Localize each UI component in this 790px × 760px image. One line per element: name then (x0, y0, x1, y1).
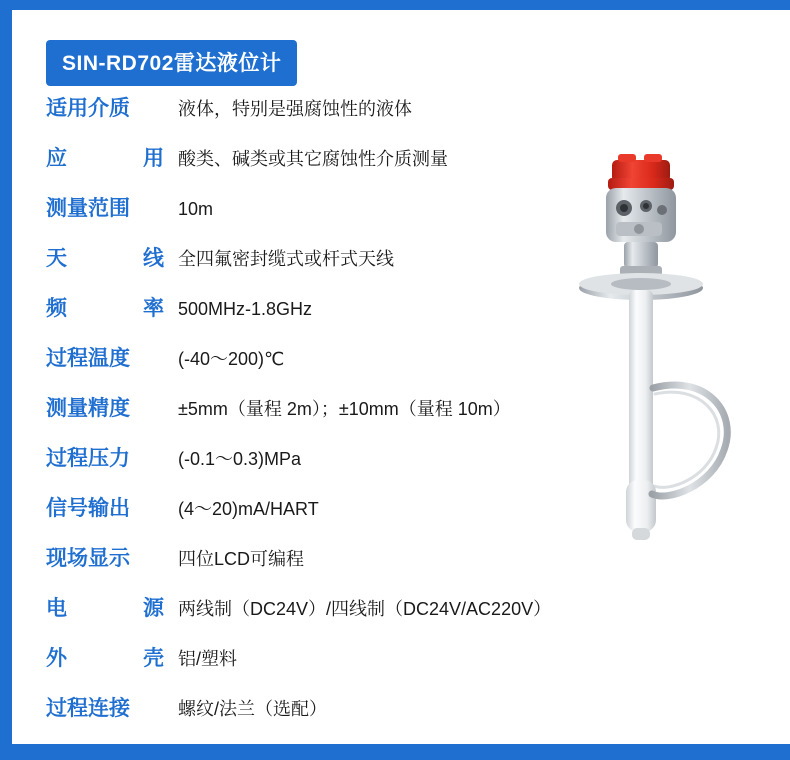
spec-value-medium: 液体，特别是强腐蚀性的液体 (178, 99, 412, 119)
spec-value-application: 酸类、碱类或其它腐蚀性介质测量 (178, 149, 448, 169)
spec-row (46, 242, 606, 292)
spec-row (46, 492, 606, 542)
spec-label-power-supply: 电源 (46, 597, 164, 620)
page-title: SIN-RD702雷达液位计 (46, 40, 297, 86)
spec-label-frequency: 频率 (46, 297, 164, 320)
spec-table (46, 92, 606, 742)
spec-row (46, 192, 606, 242)
spec-label-process-temperature: 过程温度 (46, 347, 130, 370)
spec-row (46, 692, 606, 742)
spec-label-process-pressure: 过程压力 (46, 447, 130, 470)
spec-value-frequency: 500MHz-1.8GHz (178, 299, 313, 319)
spec-value-process-pressure: (-0.1～0.3)MPa (178, 449, 302, 469)
spec-label-range: 测量范围 (46, 197, 130, 220)
spec-label-antenna: 天线 (46, 247, 164, 270)
spec-row (46, 342, 606, 392)
spec-row (46, 142, 606, 192)
spec-label-process-connection: 过程连接 (46, 697, 130, 720)
spec-row (46, 92, 606, 142)
spec-value-antenna: 全四氟密封缆式或杆式天线 (178, 249, 394, 269)
spec-value-power-supply: 两线制（DC24V）/四线制（DC24V/AC220V） (178, 599, 552, 619)
spec-value-accuracy: ±5mm（量程 2m）；±10mm（量程 10m） (178, 399, 511, 419)
spec-label-accuracy: 测量精度 (46, 397, 130, 420)
spec-value-range: 10m (178, 199, 214, 219)
spec-value-signal-output: (4～20)mA/HART (178, 499, 319, 519)
spec-row (46, 542, 606, 592)
spec-row (46, 592, 606, 642)
spec-row (46, 642, 606, 692)
spec-label-signal-output: 信号输出 (46, 497, 130, 520)
spec-value-local-display: 四位LCD可编程 (178, 549, 305, 569)
spec-label-local-display: 现场显示 (46, 547, 130, 570)
frame-top-bar (12, 0, 790, 10)
spec-label-application: 应用 (46, 147, 164, 170)
spec-label-housing: 外壳 (46, 647, 164, 670)
spec-label-medium: 适用介质 (46, 97, 130, 120)
spec-value-process-temperature: (-40～200)℃ (178, 349, 285, 369)
spec-row (46, 292, 606, 342)
spec-row (46, 442, 606, 492)
radar-level-meter-photo (556, 150, 766, 570)
frame-bottom-bar (12, 744, 790, 760)
spec-row (46, 392, 606, 442)
spec-value-process-connection: 螺纹/法兰（选配） (178, 699, 328, 719)
spec-value-housing: 铝/塑料 (178, 649, 238, 669)
